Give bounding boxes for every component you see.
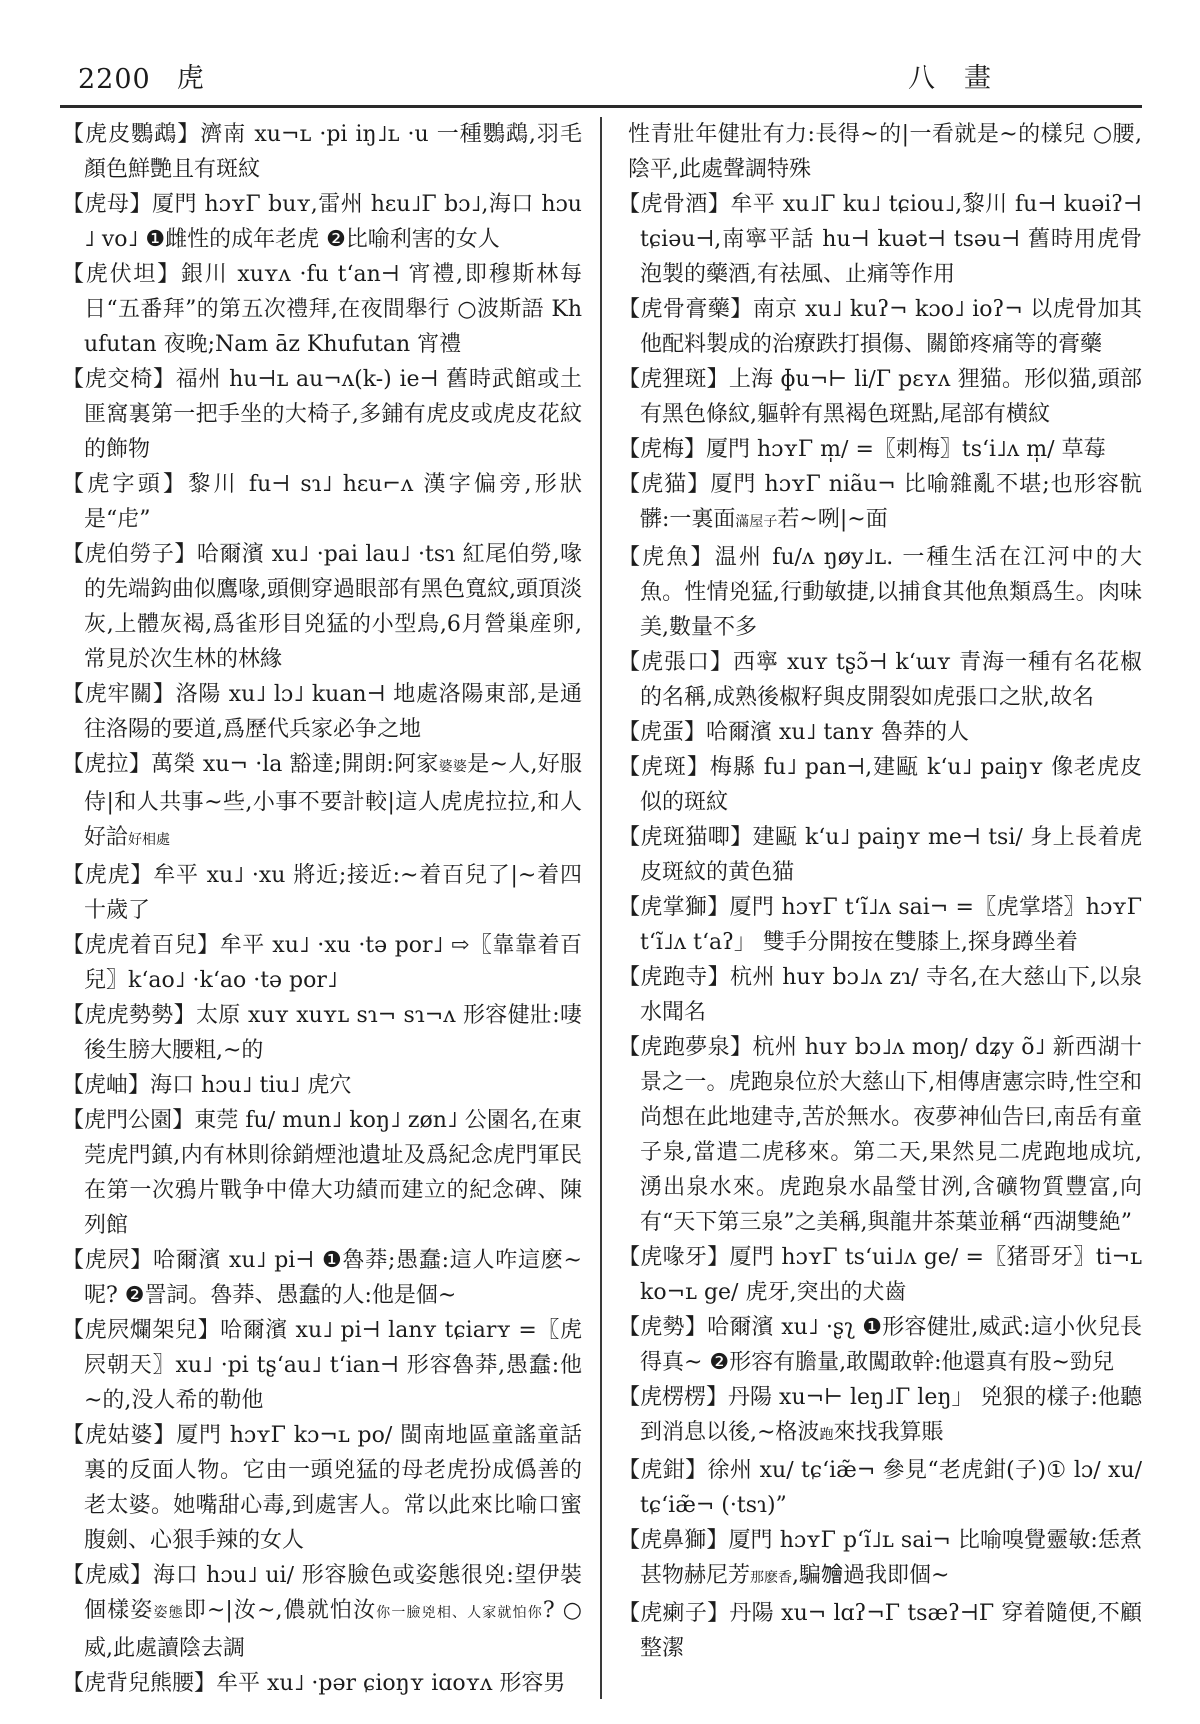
text-columns <box>0 108 1200 1724</box>
entry-headword: 【虎骨酒】 <box>618 192 731 217</box>
dictionary-entry <box>62 998 582 1068</box>
gloss-annotation-small: 跑 <box>819 1427 834 1443</box>
entry-text: 哈爾濱 xu˩ tanʏ 魯莽的人 <box>706 720 969 745</box>
dictionary-entry <box>62 747 582 858</box>
entry-headword: 【虎掌獅】 <box>618 895 730 920</box>
entry-headword: 【虎姑婆】 <box>62 1423 177 1448</box>
entry-headword: 【虎虎着百兒】 <box>62 933 220 958</box>
entry-text: 萬榮 xu¬ ·la 豁達;開朗:阿家 <box>151 752 439 777</box>
entry-text: 牟平 xu˩ ·pər ɕioŋʏ iɑoʏʌ 形容男 <box>216 1671 566 1696</box>
entry-text: 西寧 xuʏ tʂɔ̃⊣ kʻɯʏ 青海一種有名花椒的名稱,成熟後椒籽與皮開裂如虎張口之狀,故名 <box>640 650 1142 710</box>
dictionary-entry <box>62 537 582 677</box>
entry-continuation <box>618 117 1142 187</box>
entry-text: 厦門 hɔʏΓ tʻĩ˩ʌ sai¬ =〖虎掌塔〗hɔʏΓ tʻĩ˩ʌ tʻaʔ」 雙手分開按在雙膝上,探身蹲坐着 <box>640 895 1142 955</box>
entry-text: 丹陽 xu¬ lɑʔ¬Γ tsæʔ⊣Γ 穿着隨便,不顧整潔 <box>640 1601 1142 1661</box>
entry-text: ? ○威,此處讀陰去調 <box>84 1598 583 1661</box>
entry-headword: 【虎背兒熊腰】 <box>62 1671 217 1696</box>
gloss-annotation-small: 姿態 <box>153 1605 184 1621</box>
entry-headword: 【虎斑猫唧】 <box>618 825 753 850</box>
dictionary-entry <box>618 1240 1142 1310</box>
dictionary-entry <box>62 1068 582 1103</box>
entry-headword: 【虎喙牙】 <box>618 1245 730 1270</box>
entry-headword: 【虎屄爛架兒】 <box>62 1318 221 1343</box>
entry-text: 洛陽 xu˩ lɔ˩ kuan⊣ 地處洛陽東部,是通往洛陽的要道,爲歷代兵家必争之地 <box>84 682 582 742</box>
entry-text: 厦門 hɔʏΓ kɔ¬ʟ po∕ 閩南地區童謠童話裏的反面人物。它由一頭兇猛的母老虎扮成僞善的老太婆。她嘴甜心毒,到處害人。常以此來比喻口蜜腹劍、心狠手辣的女人 <box>84 1423 582 1553</box>
entry-headword: 【虎骨膏藥】 <box>618 297 753 322</box>
running-head-character: 虎 <box>176 63 205 94</box>
entry-headword: 【虎門公園】 <box>62 1108 195 1133</box>
gloss-annotation-small: 婆婆 <box>438 759 468 775</box>
dictionary-entry <box>62 858 582 928</box>
dictionary-entry <box>618 1380 1142 1453</box>
dictionary-entry <box>62 187 582 257</box>
entry-headword: 【虎瘌子】 <box>618 1601 730 1626</box>
entry-text: 厦門 hɔʏΓ niãu¬ 比喻雜亂不堪;也形容骯髒:一裏面 <box>640 472 1142 532</box>
entry-headword: 【虎狸斑】 <box>618 367 729 392</box>
entry-text: 哈爾濱 xu˩ pi⊣ lanʏ tɕiarʏ =〖虎屄朝天〗xu˩ ·pi tʂʻau˩ tʻian⊣ 形容魯莽,愚蠢:他~的,没人希的勒他 <box>84 1318 582 1413</box>
dictionary-entry <box>618 362 1142 432</box>
dictionary-entry <box>618 187 1142 292</box>
entry-headword: 【虎勢】 <box>618 1315 708 1340</box>
dictionary-entry <box>62 1313 582 1418</box>
entry-headword: 【虎交椅】 <box>62 367 176 392</box>
entry-text: 濟南 xu¬ʟ ·pi iŋ˩ʟ ·u 一種鸚鵡,羽毛顏色鮮艷且有斑紋 <box>84 122 582 182</box>
dictionary-entry <box>618 715 1142 750</box>
dictionary-entry <box>62 928 582 998</box>
entry-text: ,騙𣍐過我即個~ <box>792 1563 950 1588</box>
entry-text: 厦門 hɔʏΓ pʻĩ˩ʟ sai¬ 比喻嗅覺靈敏:恁煮甚物赫尼芳 <box>640 1528 1142 1588</box>
entry-text: 梅縣 fu˩ pan⊣,建甌 kʻu˩ paiŋʏ 像老虎皮似的斑紋 <box>640 755 1142 815</box>
entry-headword: 【虎蛋】 <box>618 720 707 745</box>
entry-text: 海口 hɔu˩ tiu˩ 虎穴 <box>150 1073 352 1098</box>
entry-text: 建甌 kʻu˩ paiŋʏ me⊣ tsi∕ 身上長着虎皮斑紋的黄色猫 <box>640 825 1142 885</box>
entry-text: 性青壯年健壯有力:長得~的|一看就是~的樣兒 ○腰,陰平,此處聲調特殊 <box>628 122 1142 182</box>
entry-text: 厦門 hɔʏΓ buʏ,雷州 hɛu˩Γ bɔ˩,海口 hɔu˩ vo˩ ❶雌性的成年老虎 ❷比喻利害的女人 <box>84 192 582 252</box>
left-column <box>62 117 582 1724</box>
dictionary-entry <box>618 1596 1142 1666</box>
entry-headword: 【虎威】 <box>62 1563 153 1588</box>
entry-text: 東莞 fu∕ mun˩ koŋ˩ zøn˩ 公園名,在東莞虎門鎮,内有林則徐銷煙池遺址及爲紀念虎門軍民在第一次鴉片戰争中偉大功績而建立的紀念碑、陳列館 <box>84 1108 582 1238</box>
entry-headword: 【虎跑夢泉】 <box>618 1035 753 1060</box>
entry-headword: 【虎斑】 <box>618 755 710 780</box>
entry-headword: 【虎魚】 <box>618 545 715 570</box>
dictionary-entry <box>62 257 582 362</box>
dictionary-entry <box>618 1453 1142 1523</box>
entry-text: 牟平 xu˩ ·xu 將近;接近:~着百兒了|~着四十歲了 <box>84 863 582 923</box>
dictionary-entry <box>62 1243 582 1313</box>
entry-headword: 【虎猫】 <box>618 472 711 497</box>
page-number: 2200 <box>78 64 151 95</box>
entry-headword: 【虎楞楞】 <box>618 1385 729 1410</box>
dictionary-entry <box>62 1418 582 1558</box>
entry-text: 丹陽 xu¬⊢ leŋ˩Γ leŋ」 兇狠的樣子:他聽到消息以後,~格波 <box>640 1385 1142 1445</box>
entry-text: 上海 ɸu¬⊢ li∕Γ pɛʏʌ 狸猫。形似猫,頭部有黑色條紋,軀幹有黑褐色斑點,尾部有横紋 <box>640 367 1142 427</box>
entry-text: 杭州 huʏ bɔ˩ʌ zɿ∕ 寺名,在大慈山下,以泉水聞名 <box>640 965 1142 1025</box>
entry-headword: 【虎伏坦】 <box>62 262 181 287</box>
entry-text: 牟平 xu˩ ·xu ·tə por˩ ⇨〖靠靠着百兒〗kʻao˩ ·kʻao ·tə por˩ <box>84 933 582 993</box>
dictionary-entry <box>618 890 1142 960</box>
page-header <box>0 0 1200 105</box>
entry-text: 海口 hɔu˩ ui∕ 形容臉色或姿態很兇:望伊裝個樣姿 <box>84 1563 582 1623</box>
entry-headword: 【虎岫】 <box>62 1073 151 1098</box>
gloss-annotation-small: 你一臉兇相、人家就怕你 <box>376 1605 543 1621</box>
dictionary-entry <box>618 432 1142 467</box>
dictionary-entry <box>618 960 1142 1030</box>
entry-text: 銀川 xuʏʌ ·fu tʻan⊣ 宵禮,即穆斯林每日“五番拜”的第五次禮拜,在夜間舉行 ○波斯語 Khufutan 夜晚;Nam āz Khufutan 宵禮 <box>84 262 582 357</box>
entry-headword: 【虎牢關】 <box>62 682 176 707</box>
dictionary-entry <box>618 1030 1142 1240</box>
column-divider <box>600 117 602 1699</box>
dictionary-entry <box>618 1523 1142 1596</box>
dictionary-entry <box>618 820 1142 890</box>
gloss-annotation-small: 好相處 <box>128 832 171 848</box>
dictionary-entry <box>618 292 1142 362</box>
entry-headword: 【虎伯勞子】 <box>62 542 197 567</box>
dictionary-entry <box>62 1666 582 1701</box>
entry-text: 福州 hu⊣ʟ au¬ʌ(k-) ie⊣ 舊時武館或土匪窩裏第一把手坐的大椅子,多鋪有虎皮或虎皮花紋的飾物 <box>84 367 582 462</box>
entry-headword: 【虎梅】 <box>618 437 707 462</box>
entry-headword: 【虎張口】 <box>618 650 734 675</box>
entry-text: 即~|汝~,儂就怕汝 <box>183 1598 377 1623</box>
entry-text: 温州 fu∕ʌ ŋøy˩ʟ. 一種生活在江河中的大魚。性情兇猛,行動敏捷,以捕食其他魚類爲生。肉味美,數量不多 <box>640 545 1142 640</box>
entry-text: 哈爾濱 xu˩ pi⊣ ❶魯莽;愚蠢:這人咋這麽~呢? ❷詈詞。魯莽、愚蠢的人:他是個~ <box>84 1248 582 1308</box>
entry-text: 厦門 hɔʏΓ m̩∕ =〖刺梅〗tsʻi˩ʌ m̩∕ 草莓 <box>706 437 1106 462</box>
dictionary-entry <box>618 467 1142 540</box>
dictionary-entry <box>618 645 1142 715</box>
entry-text: 南京 xu˩ kuʔ¬ kɔo˩ ioʔ¬ 以虎骨加其他配料製成的治療跌打損傷、關節疼痛等的膏藥 <box>640 297 1142 357</box>
gloss-annotation-small: 那麽香 <box>750 1570 793 1586</box>
entry-headword: 【虎虎】 <box>62 863 154 888</box>
dictionary-entry <box>62 362 582 467</box>
dictionary-entry <box>618 540 1142 645</box>
dictionary-entry <box>62 117 582 187</box>
right-column <box>618 117 1142 1724</box>
dictionary-entry <box>62 677 582 747</box>
entry-text: 來找我算賬 <box>833 1420 944 1445</box>
entry-text: 若~咧|~面 <box>777 507 888 532</box>
gloss-annotation-small: 滿屋子 <box>735 514 778 530</box>
entry-headword: 【虎字頭】 <box>62 472 189 497</box>
entry-text: 哈爾濱 xu˩ ·ʂʅ ❶形容健壯,威武:這小伙兒長得真~ ❷形容有膽量,敢闖敢幹:他還真有股~勁兒 <box>640 1315 1142 1375</box>
entry-headword: 【虎拉】 <box>62 752 152 777</box>
entry-headword: 【虎屄】 <box>62 1248 154 1273</box>
dictionary-entry <box>62 1558 582 1666</box>
entry-headword: 【虎母】 <box>62 192 152 217</box>
dictionary-entry <box>618 1310 1142 1380</box>
stroke-count-label: 八 畫 <box>908 63 992 94</box>
entry-text: 是~人,好服侍|和人共事~些,小事不要計較|這人虎虎拉拉,和人好詥 <box>84 752 583 850</box>
dictionary-entry <box>62 467 582 537</box>
entry-text: 牟平 xu˩Γ ku˩ tɕiou˩,黎川 fu⊣ kuəiʔ⊣ tɕiəu⊣,南寧平話 hu⊣ kuət⊣ tsəu⊣ 舊時用虎骨泡製的藥酒,有祛風、止痛等作用 <box>640 192 1142 287</box>
entry-text: 杭州 huʏ bɔ˩ʌ moŋ∕ dʑy õ˩ 新西湖十景之一。虎跑泉位於大慈山下,相傳唐憲宗時,性空和尚想在此地建寺,苦於無水。夜夢神仙告曰,南岳有童子泉,當遣二虎移來。第二天,果然見二虎跑地成坑,湧出泉水來。虎跑泉水晶瑩甘洌,含礦物質豐富,向有“天下第三泉”之美稱,與龍井茶葉並稱“西湖雙絶” <box>640 1035 1142 1235</box>
entry-headword: 【虎皮鸚鵡】 <box>62 122 201 147</box>
entry-text: 徐州 xu∕ tɕʻiæ̃¬ 參見“老虎鉗(子)① lɔ∕ xu∕ tɕʻiæ̃¬ (·tsɿ)” <box>640 1458 1142 1518</box>
entry-headword: 【虎虎勢勢】 <box>62 1003 196 1028</box>
entry-headword: 【虎鼻獅】 <box>618 1528 729 1553</box>
dictionary-entry <box>618 750 1142 820</box>
entry-headword: 【虎跑寺】 <box>618 965 731 990</box>
dictionary-entry <box>62 1103 582 1243</box>
entry-headword: 【虎鉗】 <box>618 1458 708 1483</box>
entry-text: 厦門 hɔʏΓ tsʻui˩ʌ ge∕ =〖猪哥牙〗ti¬ʟ ko¬ʟ ge∕ 虎牙,突出的犬齒 <box>640 1245 1142 1305</box>
entry-text: 黎川 fu⊣ sɿ˩ hɛu⌐ʌ 漢字偏旁,形狀是“虍” <box>84 472 582 532</box>
entry-text: 太原 xuʏ xuʏʟ sɿ¬ sɿ¬ʌ 形容健壯:啛後生膀大腰粗,~的 <box>84 1003 582 1063</box>
entry-text: 哈爾濱 xu˩ ·pai lau˩ ·tsɿ 紅尾伯勞,喙的先端鈎曲似鷹喙,頭側穿過眼部有黑色寬紋,頭頂淡灰,上體灰褐,爲雀形目兇猛的小型鳥,6月營巢産卵,常見於次生林的林緣 <box>84 542 582 672</box>
